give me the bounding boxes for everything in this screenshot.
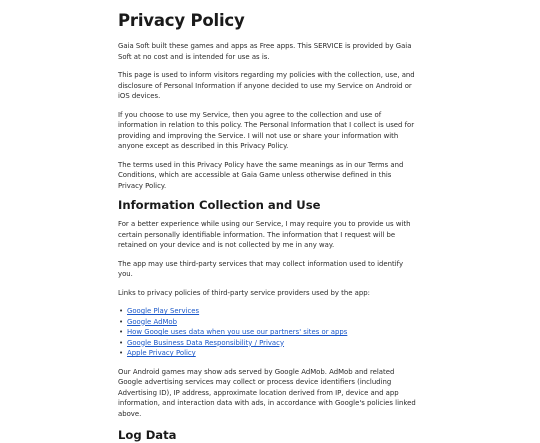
page-title: Privacy Policy	[118, 11, 245, 30]
link-apple-privacy-policy[interactable]: Apple Privacy Policy	[127, 349, 196, 357]
list-item	[119, 327, 418, 338]
intro-paragraph-2: This page is used to inform visitors regarding my policies with the collection, use, and disclosure of Personal Information if anyone decided to use my Service on Android or iOS devices.	[118, 71, 415, 100]
link-google-play-services[interactable]: Google Play Services	[127, 307, 200, 315]
section-heading-log-data: Log Data	[118, 428, 177, 442]
info-paragraph-2: The app may use third-party services that may collect information used to identify you.	[118, 259, 404, 278]
link-google-business-data[interactable]: Google Business Data Responsibility / Privacy	[127, 338, 285, 347]
list-item	[119, 338, 418, 349]
list-item	[119, 348, 418, 359]
bullet-icon: •	[119, 307, 124, 315]
section-heading-information-collection: Information Collection and Use	[118, 198, 321, 212]
list-item	[119, 317, 418, 328]
info-paragraph-4: Our Android games may show ads served by Google AdMob. AdMob and related Google advertising services may collect or process device identifiers (including Advertising ID), IP address, approximate location derived from IP, device and app information, and interaction data with ads, in accordance with Google's policies linked above.	[118, 367, 416, 418]
link-google-partner-sites[interactable]: How Google uses data when you use our partners' sites or apps	[127, 328, 348, 336]
link-google-admob[interactable]: Google AdMob	[127, 317, 177, 326]
intro-paragraph-3: If you choose to use my Service, then you agree to the collection and use of information in relation to this policy. The Personal Information that I collect is used for providing and improving the Service. I will not use or share your information with anyone except as described in this Privacy Policy.	[118, 110, 415, 150]
bullet-icon: •	[119, 328, 124, 336]
list-item	[119, 306, 418, 317]
intro-paragraph-1: Gaia Soft built these games and apps as Free apps. This SERVICE is provided by Gaia Soft at no cost and is intended for use as is.	[118, 42, 412, 61]
bullet-icon: •	[119, 349, 124, 357]
bullet-icon: •	[119, 317, 124, 326]
privacy-policy-page	[118, 0, 418, 443]
info-paragraph-1: For a better experience while using our Service, I may require you to provide us with certain personally identifiable information. The information that I request will be retained on your device and is not collected by me in any way.	[118, 220, 411, 249]
info-paragraph-3: Links to privacy policies of third-party service providers used by the app:	[118, 288, 370, 297]
third-party-links-list	[118, 306, 418, 359]
intro-paragraph-4: The terms used in this Privacy Policy have the same meanings as in our Terms and Conditions, which are accessible at Gaia Game unless otherwise defined in this Privacy Policy.	[118, 160, 404, 190]
bullet-icon: •	[119, 338, 124, 347]
